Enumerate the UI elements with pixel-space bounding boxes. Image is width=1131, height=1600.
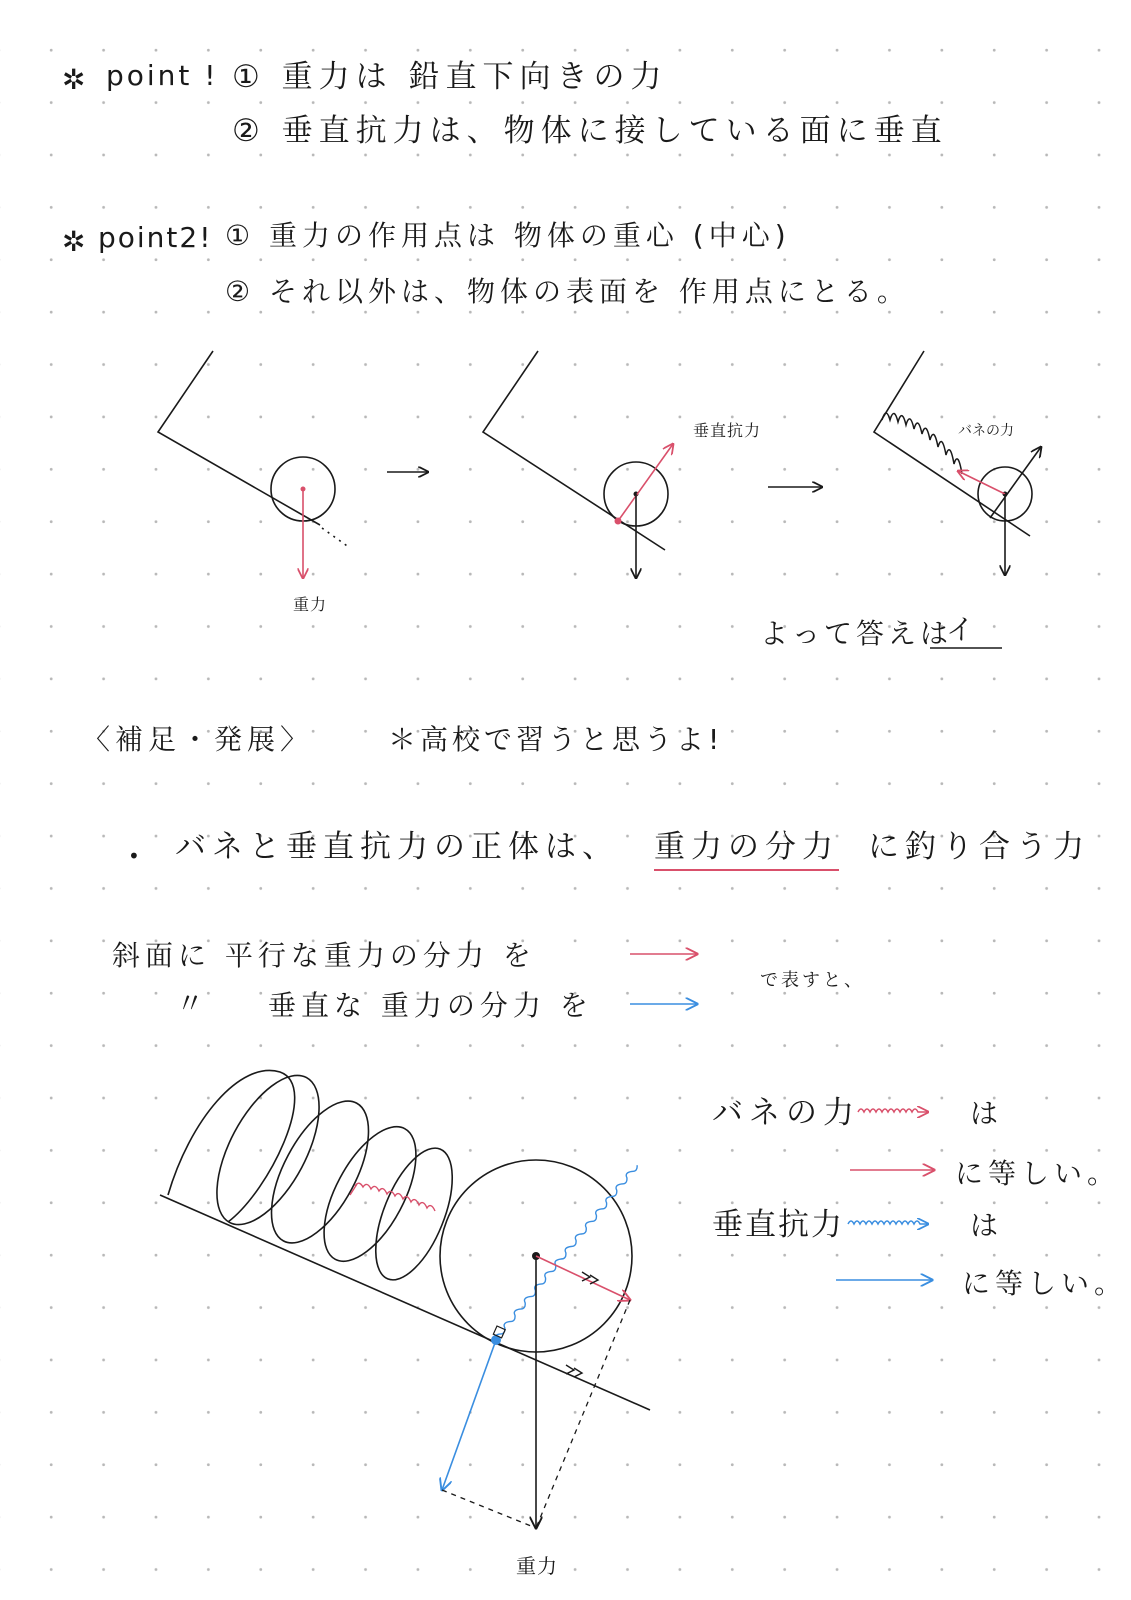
def-suffix: で表すと、	[760, 970, 865, 991]
def-line2: 垂直な 重力の分力 を	[268, 989, 593, 1022]
answer-value: イ	[946, 613, 980, 646]
bullet-dot: •	[128, 844, 140, 868]
point1-line2: ② 垂直抗力は、物体に接している面に垂直	[232, 113, 948, 149]
dashed-helper-2	[536, 1300, 630, 1528]
point2-label: point2!	[98, 221, 213, 254]
gravity-label-a: 重力	[293, 595, 328, 614]
supplement-note: ＊高校で習うと思うよ!	[388, 723, 724, 756]
def-line1: 斜面に 平行な重力の分力 を	[112, 939, 536, 972]
point1-line1: ① 重力は 鉛直下向きの力	[232, 59, 668, 95]
legend-normal-equal: に等しい。	[962, 1267, 1128, 1300]
point2-line2: ② それ以外は、物体の表面を 作用点にとる。	[225, 275, 910, 308]
spring-coils	[168, 1060, 468, 1290]
legend-spring-wa: は	[970, 1097, 1004, 1130]
point1-label: point !	[106, 59, 219, 92]
bullet-pre: バネと垂直抗力の正体は、	[175, 829, 619, 865]
answer-text: よって答えは	[760, 617, 953, 650]
bullet-underlined: 重力の分力	[654, 832, 839, 871]
dashed-helper-1	[442, 1490, 536, 1528]
perpendicular-component-arrow	[442, 1340, 496, 1490]
legend-normal-label: 垂直抗力	[712, 1207, 844, 1243]
legend-spring-wavy-arrow	[858, 1109, 928, 1112]
gravity-label-bottom: 重力	[516, 1554, 558, 1578]
spring-label-c: バネの力	[958, 423, 1014, 439]
legend-normal-wa: は	[970, 1209, 1004, 1242]
legend-spring-label: バネの力	[712, 1095, 860, 1131]
point1-marker: ✲	[62, 63, 91, 96]
supplement-title: 〈補足・発展〉	[82, 723, 314, 756]
slope-parallel-mark	[566, 1365, 582, 1377]
spring-force-wavy	[355, 1183, 435, 1211]
bullet-post: に釣り合う力	[868, 829, 1090, 865]
def-line2-ditto: 〃	[176, 987, 210, 1020]
legend-spring-equal: に等しい。	[955, 1157, 1121, 1190]
normal-force-wavy	[494, 1150, 639, 1356]
point2-line1: ① 重力の作用点は 物体の重心 (中心)	[225, 219, 791, 252]
normal-label-b: 垂直抗力	[693, 421, 762, 440]
parallel-component-arrow	[536, 1256, 630, 1300]
legend-normal-wavy-arrow	[848, 1221, 928, 1224]
slope-line	[160, 1195, 650, 1410]
point2-marker: ✲	[62, 225, 91, 258]
